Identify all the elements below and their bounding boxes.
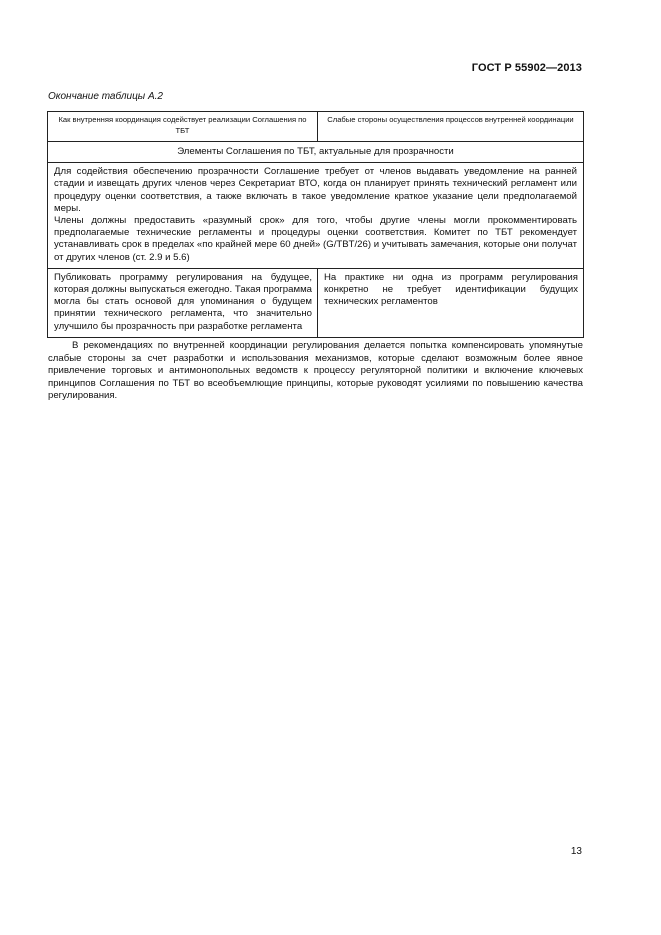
table-row-transparency-requirements [48, 163, 584, 269]
table-caption: Окончание таблицы А.2 [48, 91, 163, 102]
requirement-paragraph: Для содействия обеспечению прозрачности Соглашение требует от членов выдавать уведомление на ранней стадии и извещать других членов через Секретариат ВТО, когда он планирует принять технический регламент или процедуру оценки соответствия, а также включать в такое уведомление краткое указание цели предполагаемой меры. [54, 166, 577, 214]
column-header-coordination-benefits: Как внутренняя координация содействует реализации Соглашения по ТБТ [48, 112, 318, 142]
table-row [48, 268, 584, 337]
requirement-paragraph: Члены должны предоставить «разумный срок» для того, чтобы другие члены могли прокомментировать предполагаемые технические регламенты и процедуры оценки соответствия. Комитет по ТБТ рекомендует устанавливать срок в пределах «по крайней мере 60 дней» (G/TBT/26) и учитывать замечания, которые они получат от других членов (ст. 2.9 и 5.6) [54, 215, 577, 263]
body-paragraph: В рекомендациях по внутренней координации регулирования делается попытка компенсировать упомянутые слабые стороны за счет разработки и использования механизмов, которые сделают возможным более явное привлечение торговых и антимонопольных ведомств к процессу регуляторной политики и включение ключевых принципов Соглашения по ТБТ во всеобъемлющие принципы, которые руководят усилиями по повышению качества регулирования. [48, 340, 583, 402]
column-header-coordination-weaknesses: Слабые стороны осуществления процессов внутренней координации [318, 112, 584, 142]
document-code: ГОСТ Р 55902—2013 [471, 62, 582, 74]
page-number: 13 [570, 846, 582, 857]
coordination-benefit-cell: Публиковать программу регулирования на будущее, которая должны выпускаться ежегодно. Такая программа могла бы стать основой для упоминания о будущем принятии технического регламента, что значительно улучшило бы прозрачность при разработке регламента [48, 268, 318, 337]
table-section-row [48, 142, 584, 163]
table-a2-end [47, 111, 584, 338]
table-header-row [48, 112, 584, 142]
transparency-requirements-cell [48, 163, 584, 269]
coordination-weakness-cell: На практике ни одна из программ регулирования конкретно не требует идентификации будущих технических регламентов [318, 268, 584, 337]
section-title: Элементы Соглашения по ТБТ, актуальные для прозрачности [48, 142, 584, 163]
